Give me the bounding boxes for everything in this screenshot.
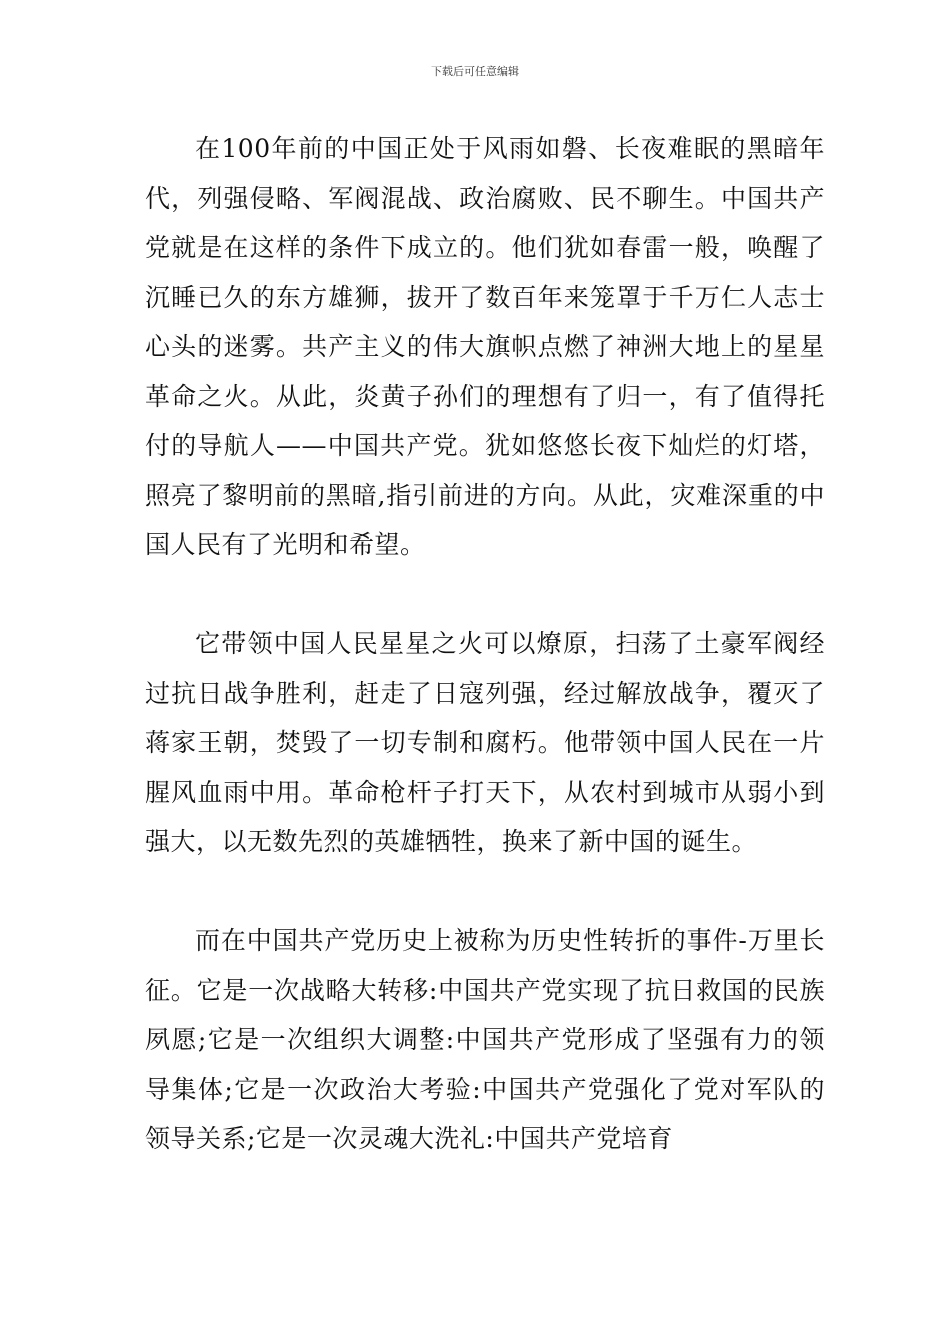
paragraph-1: 在100年前的中国正处于风雨如磐、长夜难眠的黑暗年代，列强侵略、军阀混战、政治腐败、民不聊生。中国共产党就是在这样的条件下成立的。他们犹如春雷一般，唤醒了沉睡已久的东方雄狮，拔开了数百年来笼罩于千万仁人志士心头的迷雾。共产主义的伟大旗帜点燃了神洲大地上的星星革命之火。从此，炎黄子孙们的理想有了归一，有了值得托付的导航人——中国共产党。犹如悠悠长夜下灿烂的灯塔，照亮了黎明前的黑暗,指引前进的方向。从此，灾难深重的中国人民有了光明和希望。	[145, 134, 825, 559]
paragraph-2: 它带领中国人民星星之火可以燎原，扫荡了土豪军阀经过抗日战争胜利，赶走了日寇列强，经过解放战争，覆灭了蒋家王朝，焚毁了一切专制和腐朽。他带领中国人民在一片腥风血雨中用。革命枪杆子打天下，从农村到城市从弱小到强大，以无数先烈的英雄牺牲，换来了新中国的诞生。	[145, 629, 825, 856]
document-body	[145, 124, 825, 1164]
paragraph-3: 而在中国共产党历史上被称为历史性转折的事件-万里长征。它是一次战略大转移:中国共产党实现了抗日救国的民族夙愿;它是一次组织大调整:中国共产党形成了坚强有力的领导集体;它是一次政治大考验:中国共产党强化了党对军队的领导关系;它是一次灵魂大洗礼:中国共产党培育	[145, 926, 825, 1153]
page-header: 下载后可任意编辑	[431, 65, 519, 78]
